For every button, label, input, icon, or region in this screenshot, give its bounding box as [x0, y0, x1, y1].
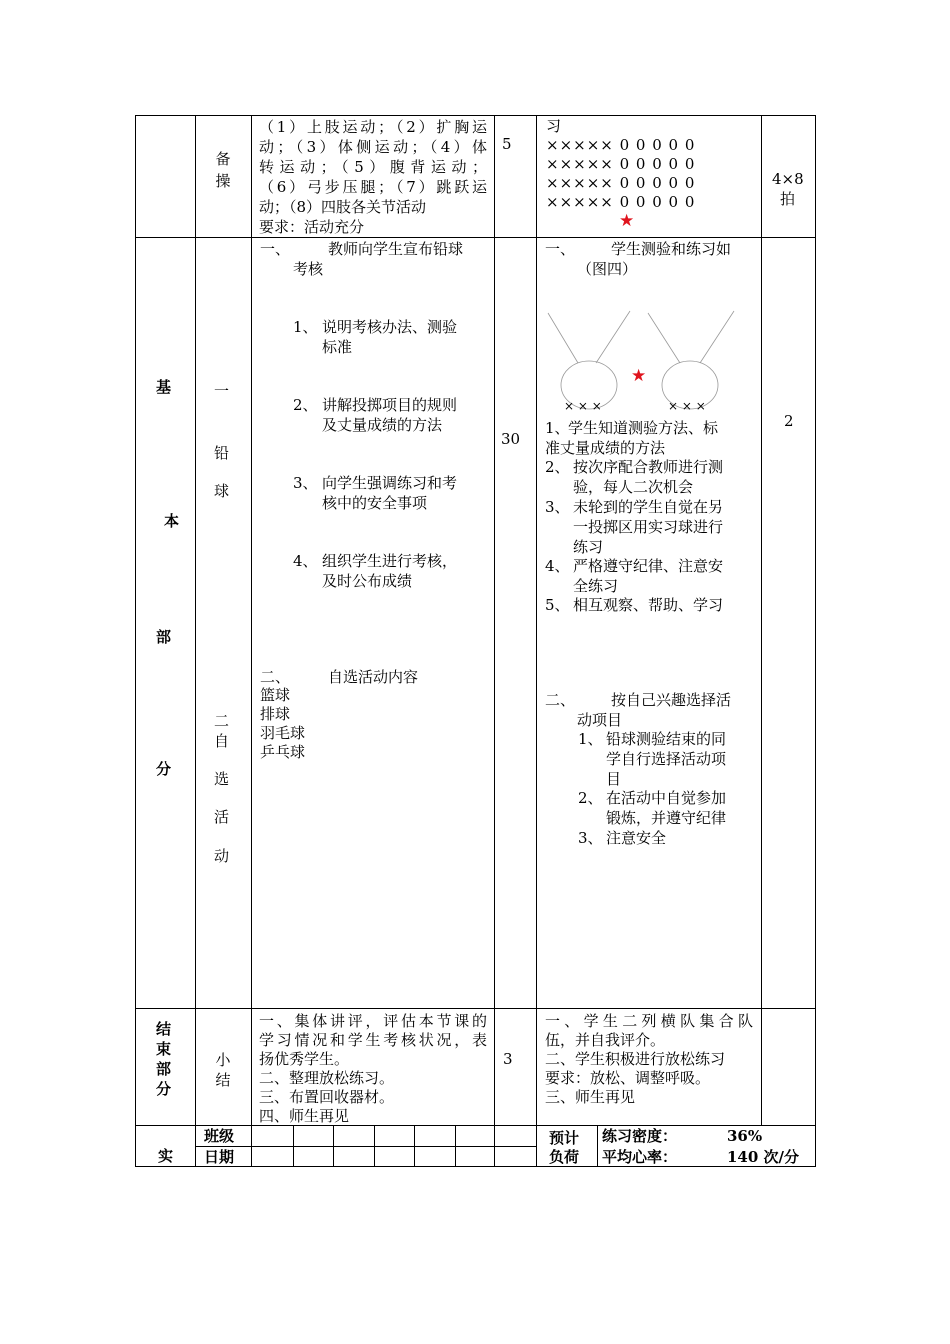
ending-sub-label: 小结	[215, 1051, 231, 1089]
teacher-item-text: 组织学生进行考核，	[322, 552, 458, 570]
teacher-item-number: 4、	[293, 552, 318, 570]
ending-section-char: 结	[156, 1020, 172, 1038]
student-item-number: 3、	[578, 829, 603, 847]
student-item-text: 相互观察、帮助、学习	[573, 596, 724, 614]
teacher-heading-cont: 考核	[293, 260, 324, 278]
student-item-text: 铅球测验结束的同	[606, 730, 727, 748]
row-divider	[135, 237, 816, 238]
table-border-bottom	[135, 1166, 816, 1167]
col-divider	[414, 1125, 415, 1166]
ending-teacher-line: 扬优秀学生。	[259, 1050, 350, 1068]
expected-load-label: 预计	[549, 1129, 580, 1147]
teacher-heading-number: 二、	[260, 668, 291, 686]
student-item-number: 2、	[578, 789, 603, 807]
student-item-text: 严格遵守纪律、注意安	[573, 557, 724, 575]
teacher-item-number: 3、	[293, 474, 318, 492]
warmup-load-line: 拍	[780, 190, 796, 208]
throw-sector-line	[548, 313, 578, 363]
ending-teacher-line: 四、师生再见	[259, 1107, 350, 1125]
warmup-section-label: 备操	[215, 150, 231, 190]
ending-teacher-line: 一、集体讲评，评估本节课的	[259, 1012, 487, 1030]
student-item-number: 3、	[545, 498, 570, 516]
warmup-content-line: （1）上肢运动；（2）扩胸运	[259, 118, 487, 136]
student-heading-number: 二、	[545, 691, 576, 709]
warmup-formation-row: ××××× 0 0 0 0 0	[546, 155, 696, 173]
teacher-item-text: 向学生强调练习和考	[322, 474, 458, 492]
throw-sector-line	[596, 311, 630, 363]
sport-item: 乒乓球	[260, 743, 306, 761]
ending-student-line: 二、学生积极进行放松练习	[545, 1050, 726, 1068]
student-item-number: 1、	[545, 419, 570, 437]
teacher-heading: 教师向学生宣布铅球	[328, 240, 464, 258]
student-item-text: 学自行选择活动项	[606, 750, 727, 768]
student-item-text: 在活动中自觉参加	[606, 789, 727, 807]
sub-topic-char: 选	[214, 770, 230, 788]
basic-time: 30	[501, 430, 521, 448]
sport-item: 羽毛球	[260, 724, 306, 742]
student-item-number: 4、	[545, 557, 570, 575]
throw-sector-line	[700, 311, 734, 363]
student-item-number: 1、	[578, 730, 603, 748]
student-item-text: 锻炼，并遵守纪律	[606, 809, 727, 827]
student-item-text: 学生知道测验方法、标	[568, 419, 719, 437]
warmup-content-line: 要求：活动充分	[259, 218, 365, 236]
warmup-content-line: 转运动；（5）腹背运动；	[259, 158, 487, 176]
teacher-star-icon: ★	[619, 211, 635, 231]
ending-section-char: 部	[156, 1060, 172, 1078]
student-position-marks: × × ×	[668, 399, 706, 413]
basic-section-char: 本	[164, 512, 180, 530]
class-label: 班级	[204, 1127, 235, 1145]
teacher-item-text: 及丈量成绩的方法	[322, 416, 443, 434]
student-item-text: 准丈量成绩的方法	[545, 439, 666, 457]
student-heading-number: 一、	[545, 240, 576, 258]
teacher-item-number: 1、	[293, 318, 318, 336]
warmup-formation-row: ××××× 0 0 0 0 0	[546, 136, 696, 154]
basic-section-char: 分	[156, 760, 172, 778]
heart-rate-label: 平均心率：	[602, 1148, 678, 1166]
warmup-content-line: 动；（8）四肢各关节活动	[259, 198, 427, 216]
teacher-item-text: 核中的安全事项	[322, 494, 428, 512]
student-item-text: 验，每人二次机会	[573, 478, 694, 496]
throw-sector-line	[648, 313, 680, 363]
sub-topic-char: 活	[214, 808, 230, 826]
row-divider	[135, 1125, 816, 1126]
student-item-text: 注意安全	[606, 829, 667, 847]
student-heading: 按自己兴趣选择活	[611, 691, 732, 709]
student-item-number: 5、	[545, 596, 570, 614]
ending-time: 3	[503, 1050, 513, 1068]
teacher-item-text: 及时公布成绩	[322, 572, 413, 590]
basic-load: 2	[784, 412, 794, 430]
sub-topic-char: 自	[214, 732, 230, 750]
teacher-item-text: 讲解投掷项目的规则	[322, 396, 458, 414]
student-item-text: 练习	[573, 538, 604, 556]
basic-section-char: 基	[156, 378, 172, 396]
col-divider	[195, 115, 196, 1166]
student-heading: 学生测验和练习如	[611, 240, 732, 258]
sub-topic-char: 铅	[214, 444, 230, 462]
student-heading-cont: 动项目	[577, 711, 623, 729]
sub-topic-char: 动	[214, 847, 230, 865]
student-item-number: 2、	[545, 458, 570, 476]
ending-teacher-line: 三、布置回收器材。	[259, 1088, 395, 1106]
student-item-text: 未轮到的学生自觉在另	[573, 498, 724, 516]
ending-student-line: 伍，并自我评介。	[545, 1031, 666, 1049]
density-value: 36%	[727, 1127, 763, 1145]
col-divider	[597, 1125, 598, 1166]
col-divider	[536, 115, 537, 1166]
table-border-top	[135, 115, 816, 116]
warmup-time: 5	[502, 135, 512, 153]
teacher-heading: 自选活动内容	[328, 668, 419, 686]
student-heading-cont: （图四）	[577, 260, 638, 278]
ending-student-line: 三、师生再见	[545, 1088, 636, 1106]
col-divider	[251, 115, 252, 1166]
ending-student-line: 一、学生二列横队集合队	[545, 1012, 753, 1030]
row-divider	[195, 1146, 536, 1147]
student-item-text: 全练习	[573, 577, 619, 595]
col-divider	[293, 1125, 294, 1166]
ending-teacher-line: 二、整理放松练习。	[259, 1069, 395, 1087]
sport-item: 篮球	[260, 686, 291, 704]
warmup-formation-row: ××××× 0 0 0 0 0	[546, 174, 696, 192]
col-divider	[374, 1125, 375, 1166]
density-label: 练习密度：	[602, 1127, 678, 1145]
student-item-text: 按次序配合教师进行测	[573, 458, 724, 476]
teacher-heading-number: 一、	[260, 240, 291, 258]
teacher-item-number: 2、	[293, 396, 318, 414]
col-divider	[333, 1125, 334, 1166]
ending-student-line: 要求：放松、调整呼吸。	[545, 1069, 711, 1087]
ending-section-char: 分	[156, 1080, 172, 1098]
heart-rate-value: 140 次/分	[727, 1148, 800, 1166]
teacher-item-text: 说明考核办法、测验	[322, 318, 458, 336]
warmup-content-line: 动；（3）体侧运动；（4）体	[259, 138, 487, 156]
sub-topic-char: 球	[214, 482, 230, 500]
col-divider	[494, 115, 495, 1166]
teacher-star-icon: ★	[631, 366, 647, 386]
warmup-formation-row: ××××× 0 0 0 0 0	[546, 193, 696, 211]
warmup-org-line: 习	[546, 117, 562, 135]
col-divider	[455, 1125, 456, 1166]
ending-section-char: 束	[156, 1040, 172, 1058]
basic-section-char: 部	[156, 628, 172, 646]
warmup-load-line: 4×8	[772, 170, 804, 188]
sport-item: 排球	[260, 705, 291, 723]
footer-label: 实	[158, 1147, 174, 1165]
sub-topic-char: 一	[214, 382, 230, 400]
teacher-item-text: 标准	[322, 338, 353, 356]
date-label: 日期	[204, 1148, 235, 1166]
student-item-text: 目	[606, 770, 622, 788]
table-border-left	[135, 115, 136, 1166]
col-divider	[761, 115, 762, 1125]
student-item-text: 一投掷区用实习球进行	[573, 518, 724, 536]
row-divider	[135, 1008, 816, 1009]
ending-teacher-line: 学习情况和学生考核状况，表	[259, 1031, 487, 1049]
expected-load-label: 负荷	[549, 1148, 580, 1166]
warmup-content-line: （6）弓步压腿；（7）跳跃运	[259, 178, 487, 196]
student-position-marks: × × ×	[564, 399, 602, 413]
sub-topic-char: 二	[214, 712, 230, 730]
table-border-right	[815, 115, 816, 1166]
